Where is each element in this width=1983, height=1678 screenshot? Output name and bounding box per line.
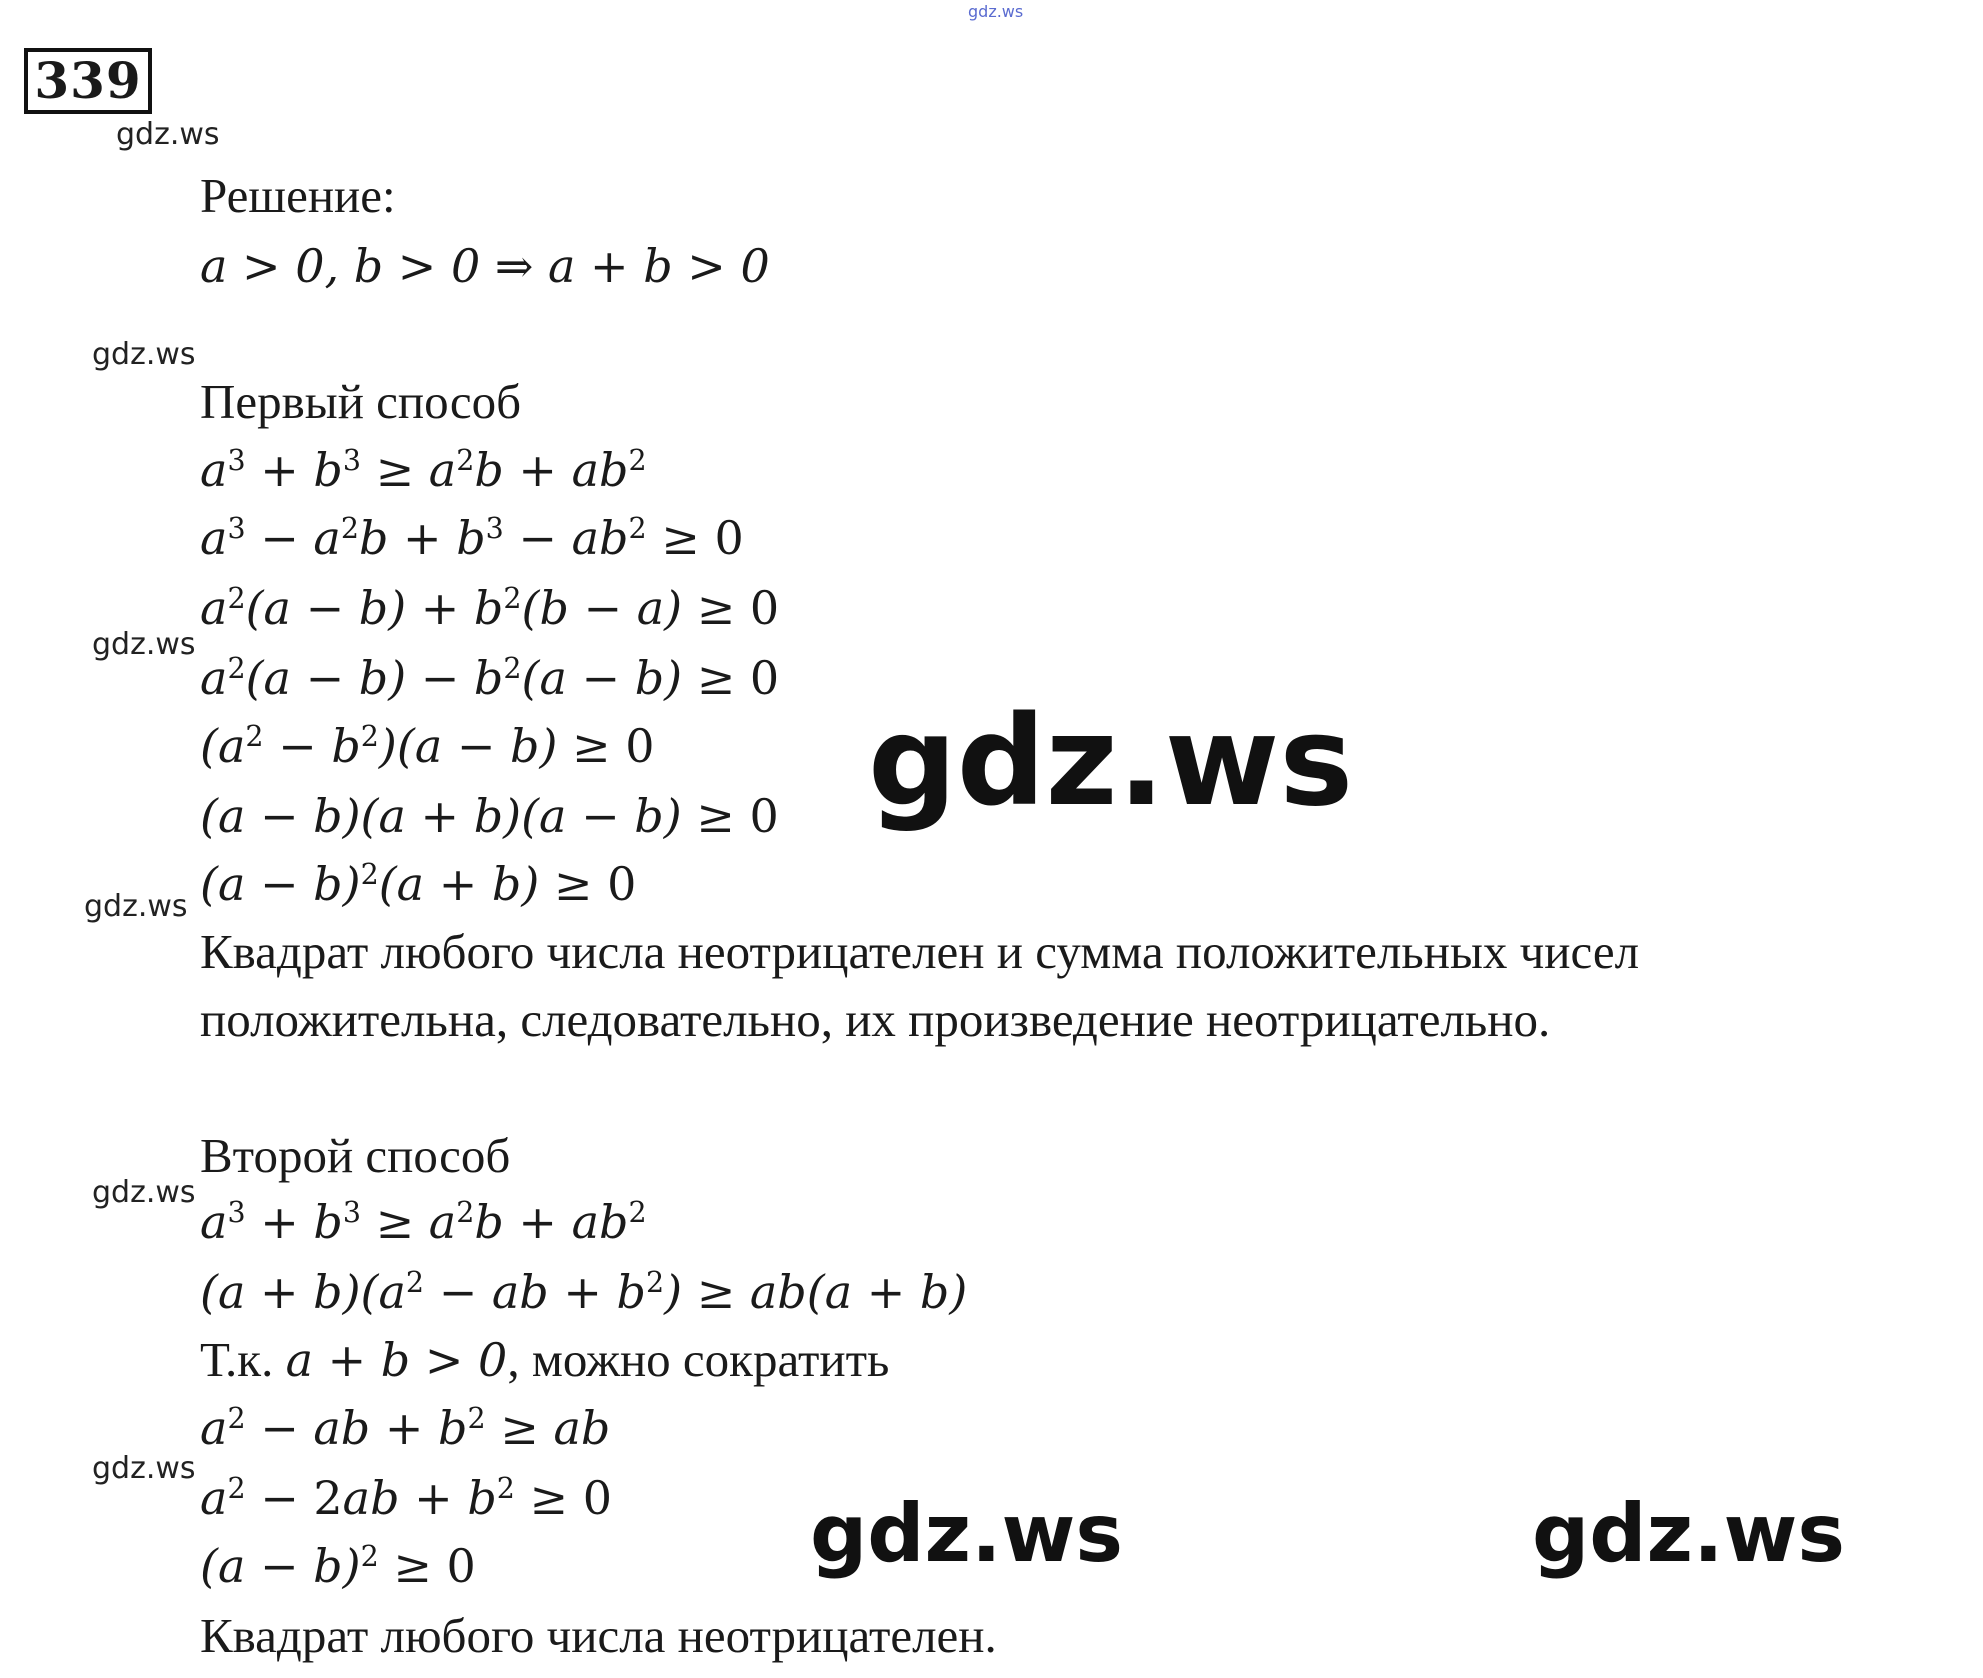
problem-number-box: 339 [24,48,152,114]
watermark-small: gdz.ws [92,1451,196,1486]
formula-line: $a^3 + b^3 \ge a^2b + ab^2$ [200,443,647,497]
watermark-large: gdz.ws [868,690,1354,834]
formula-line: $(a - b)^2 \ge 0$ [200,1539,476,1593]
watermark-small: gdz.ws [92,1175,196,1210]
method-two-title: Второй способ [200,1128,511,1183]
formula-line: $a^2(a - b) - b^2(a - b) \ge 0$ [200,651,780,705]
watermark-small: gdz.ws [84,889,188,924]
method-one-conclusion: положительна, следовательно, их произведение неотрицательно. [200,992,1551,1047]
formula-line: $a^3 + b^3 \ge a^2b + ab^2$ [200,1195,647,1249]
watermark-small: gdz.ws [116,117,220,152]
formula-line: $(a^2 - b^2)(a - b) \ge 0$ [200,719,655,773]
formula-line: $(a + b)(a^2$ − ab + $b^2) \ge ab(a + b)$ [200,1265,968,1319]
watermark-large: gdz.ws [810,1487,1124,1580]
reduction-prefix: Т.к. [200,1332,286,1387]
watermark-large: gdz.ws [1532,1487,1846,1580]
solution-heading: Решение: [200,168,396,223]
formula-line: $a^3 - a^2b + b^3 - ab^2 \ge 0$ [200,511,744,565]
formula-line: $a^2$ − ab + $b^2$ ≥ ab [200,1401,611,1455]
reduction-condition: a + b > 0 [285,1333,508,1387]
method-one-conclusion: Квадрат любого числа неотрицателен и сумма положительных чисел [200,924,1640,979]
watermark-top: gdz.ws [968,2,1024,21]
reduction-line [200,1330,889,1390]
formula-line: (a − b)(a + b)(a − b) ≥ 0 [200,789,779,843]
formula-line: $a^2 - 2ab + b^2 \ge 0$ [200,1471,613,1525]
watermark-small: gdz.ws [92,337,196,372]
condition-line: a > 0, b > 0 ⇒ a + b > 0 [200,239,770,293]
method-two-conclusion: Квадрат любого числа неотрицателен. [200,1608,997,1663]
watermark-small: gdz.ws [92,627,196,662]
formula-line: $a^2(a - b) + b^2(b - a) \ge 0$ [200,581,780,635]
method-one-title: Первый способ [200,374,522,429]
formula-line: $(a - b)^2(a + b) \ge 0$ [200,857,637,911]
reduction-suffix: , можно сократить [507,1332,890,1387]
